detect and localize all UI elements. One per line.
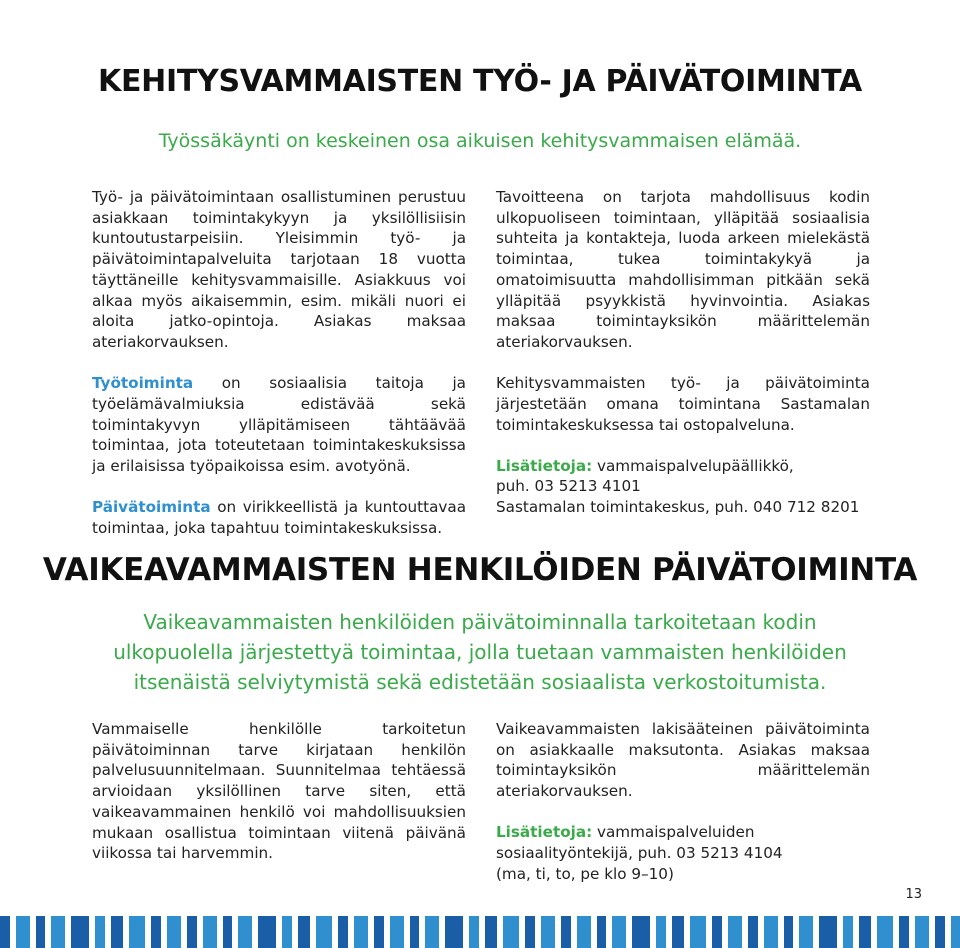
footer-bar <box>935 916 945 948</box>
footer-bar <box>672 916 684 948</box>
section2-contact-info <box>496 822 870 884</box>
footer-bar <box>374 916 384 948</box>
section2-lead-line: Vaikeavammaisten henkilöiden päivätoiminnalla tarkoitetaan kodin <box>143 610 817 634</box>
footer-bar <box>859 916 871 948</box>
contact-hours: (ma, ti, to, pe klo 9–10) <box>496 864 674 883</box>
section2-paragraph-fee: Vaikeavammaisten lakisääteinen päivätoiminta on asiakkaalle maksutonta. Asiakas maksaa toimintayksikön määrittelemän ateriakorvauksen. <box>496 720 870 801</box>
footer-bar <box>187 916 197 948</box>
section1-left-column <box>92 187 466 559</box>
section1-title: KEHITYSVAMMAISTEN TYÖ- JA PÄIVÄTOIMINTA <box>98 64 862 99</box>
section1-paragraph-intro: Työ- ja päivätoimintaan osallistuminen perustuu asiakkaan toimintakykyyn ja yksilöllisiisin kuntoutustarpeisiin. Yleisimmin työ- ja päivätoimintapalveluita tarjotaan 18 vuotta täyttäneille kehitysvammaisille. Asiakkuus voi alkaa myös aikaisemmin, esim. mikäli nuori ei aloita jatko-opintoja. Asiakas maksaa ateriakorvauksen. <box>92 188 466 351</box>
footer-bar <box>36 916 45 948</box>
footer-bar <box>612 916 626 948</box>
section2-title: VAIKEAVAMMAISTEN HENKILÖIDEN PÄIVÄTOIMINTA <box>42 552 918 588</box>
contact-role: vammaispalvelupäällikkö, <box>592 456 794 475</box>
footer-bar <box>354 916 368 948</box>
footer-bar <box>799 916 813 948</box>
footer-bar <box>525 916 535 948</box>
footer-bar <box>951 916 960 948</box>
footer-bar <box>316 916 332 948</box>
footer-bar <box>338 916 348 948</box>
term-paivatoiminta: Päivätoiminta <box>92 498 211 517</box>
footer-bar <box>51 916 65 948</box>
footer-bar <box>485 916 497 948</box>
footer-bar <box>541 916 555 948</box>
section2-left-column <box>92 719 466 884</box>
contact-title-phone: sosiaalityöntekijä, puh. 03 5213 4104 <box>496 844 783 863</box>
tyotoiminta-text: on sosiaalisia taitoja ja työelämävalmiuksia edistävää sekä toimintakyvyn ylläpitämiseen tähtäävää toimintaa, jota toteutetaan toimintakeskuksissa ja erilaisissa työpaikoissa esim. avotyönä. <box>92 374 466 475</box>
footer-bar <box>899 916 909 948</box>
contact-phone: puh. 03 5213 4101 <box>496 477 641 496</box>
footer-bar <box>877 916 893 948</box>
footer-bar <box>167 916 181 948</box>
footer-bar <box>577 916 591 948</box>
paivatoiminta-text: on virikkeellistä ja kuntouttavaa toimintaa, joka tapahtuu toimintakeskuksissa. <box>92 498 466 537</box>
footer-bar <box>469 916 479 948</box>
footer-bar <box>151 916 161 948</box>
footer-bar <box>71 916 89 948</box>
footer-bar <box>223 916 232 948</box>
section2-paragraph-plan: Vammaiselle henkilölle tarkoitetun päivätoiminnan tarve kirjataan henkilön palvelusuunnitelmaan. Suunnitelmaa tehtäessä arvioidaan yksilöllinen tarve siten, että vaikeavammainen henkilö voi mahdollisuuksien mukaan osallistua toimintaan viitenä päivänä viikossa tai harvemmin. <box>92 720 466 863</box>
footer-bar-strip <box>0 916 960 948</box>
page-number: 13 <box>905 887 922 902</box>
section1-paragraph-paivatoiminta <box>92 497 466 538</box>
footer-bar <box>728 916 742 948</box>
footer-bar <box>111 916 123 948</box>
section1-lead: Työssäkäynti on keskeinen osa aikuisen kehitysvammaisen elämää. <box>158 130 802 152</box>
footer-bar <box>238 916 252 948</box>
footer-bar <box>282 916 292 948</box>
info-label: Lisätietoja: <box>496 823 593 842</box>
footer-bar <box>784 916 793 948</box>
footer-bar <box>712 916 722 948</box>
footer-bar <box>656 916 666 948</box>
footer-bar <box>298 916 310 948</box>
section1-right-column <box>496 187 870 538</box>
footer-bar <box>632 916 650 948</box>
term-tyotoiminta: Työtoiminta <box>92 374 194 393</box>
section1-paragraph-goal: Tavoitteena on tarjota mahdollisuus kodin ulkopuoliseen toimintaan, ylläpitää sosiaalisia suhteita ja kontakteja, luoda arkeen mielekästä toimintaa, tukea toimintakykyä ja omatoimisuutta mahdollisimman pitkään sekä ylläpitää psyykkistä hyvinvointia. Asiakas maksaa toimintayksikön määrittelemän ateriakorvauksen. <box>496 188 870 351</box>
footer-bar <box>203 916 217 948</box>
section1-contact-info <box>496 456 870 518</box>
section2-right-column <box>496 719 870 905</box>
section2-lead <box>0 607 960 697</box>
footer-bar <box>390 916 404 948</box>
footer-bar <box>410 916 419 948</box>
footer-bar <box>258 916 276 948</box>
footer-bar <box>95 916 105 948</box>
footer-bar <box>503 916 519 948</box>
footer-bar <box>915 916 929 948</box>
footer-bar <box>748 916 758 948</box>
contact-center-phone: Sastamalan toimintakeskus, puh. 040 712 8201 <box>496 498 860 517</box>
section2-lead-line: itsenäistä selviytymistä sekä edistetään sosiaalista verkostoitumista. <box>133 670 827 694</box>
footer-bar <box>445 916 463 948</box>
footer-bar <box>764 916 778 948</box>
footer-bar <box>561 916 571 948</box>
section1-paragraph-tyotoiminta <box>92 373 466 477</box>
footer-bar <box>690 916 706 948</box>
footer-bar <box>425 916 439 948</box>
contact-role: vammaispalveluiden <box>592 823 755 842</box>
footer-bar <box>129 916 145 948</box>
section1-paragraph-arrangement: Kehitysvammaisten työ- ja päivätoiminta järjestetään omana toimintana Sastamalan toimintakeskuksessa tai ostopalveluna. <box>496 374 870 434</box>
footer-bar <box>597 916 606 948</box>
footer-bar <box>16 916 30 948</box>
footer-bar <box>819 916 837 948</box>
section2-lead-line: ulkopuolella järjestettyä toimintaa, jolla tuetaan vammaisten henkilöiden <box>113 640 847 664</box>
footer-bar <box>0 916 10 948</box>
info-label: Lisätietoja: <box>496 456 593 475</box>
footer-bar <box>843 916 853 948</box>
